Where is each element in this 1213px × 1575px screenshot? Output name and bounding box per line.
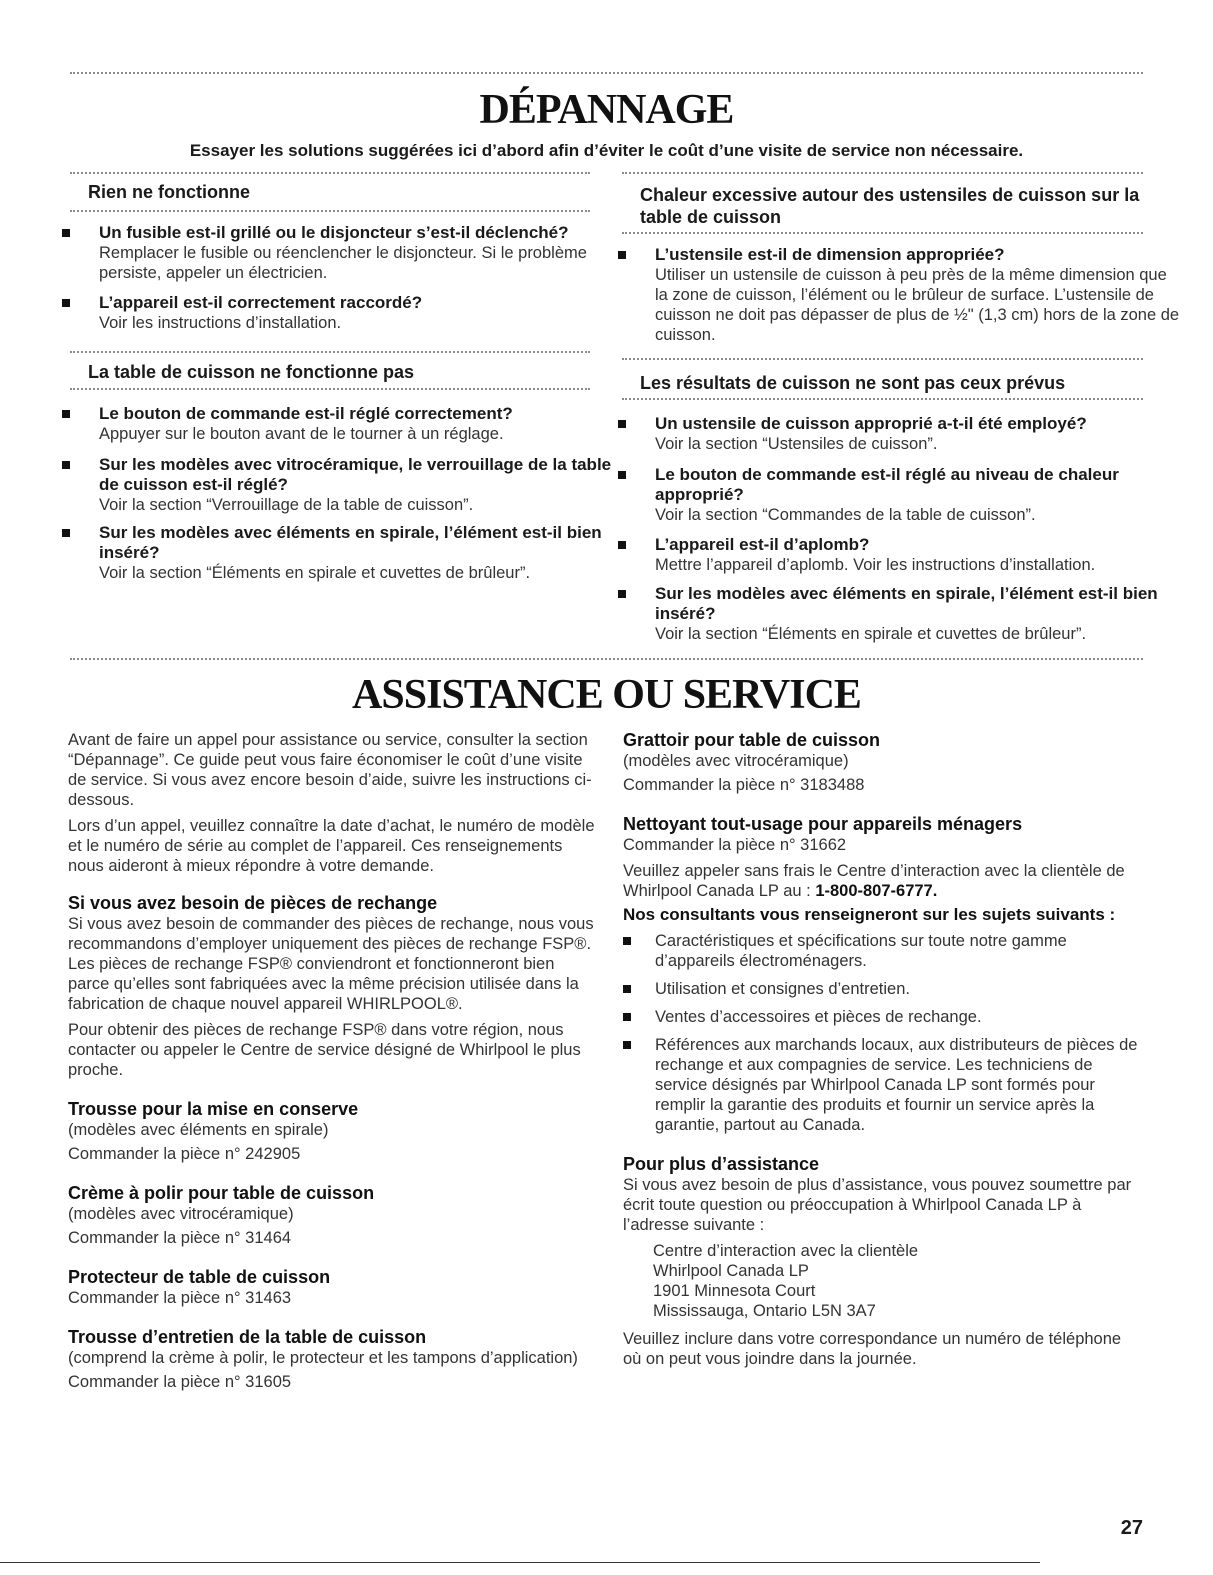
product-name: Grattoir pour table de cuisson: [623, 730, 881, 750]
product-order: Commander la pièce n° 31662: [623, 836, 847, 854]
mailing-address: [623, 1241, 1143, 1321]
paragraph: Lors d’un appel, veuillez connaître la date d’achat, le numéro de modèle et le numéro de série au complet de l’appareil. Ces renseignements nous aideront à mieux répondre à votre demande.: [68, 817, 595, 875]
troubleshoot-item: [62, 523, 629, 583]
product-order: Commander la pièce n° 3183488: [623, 776, 865, 794]
answer: Remplacer le fusible ou réenclencher le disjoncteur. Si le problème persiste, appeler un électricien.: [99, 244, 587, 282]
bullet-icon: [62, 299, 70, 307]
section-heading: Rien ne fonctionne: [88, 182, 250, 202]
product-name: Nettoyant tout-usage pour appareils ménagers: [623, 814, 1023, 834]
address-line: Whirlpool Canada LP: [653, 1262, 809, 1280]
section-heading: Chaleur excessive autour des ustensiles de cuisson sur la table de cuisson: [640, 185, 1140, 227]
product-order: Commander la pièce n° 242905: [68, 1145, 301, 1163]
product-name: Trousse d’entretien de la table de cuisson: [68, 1327, 427, 1347]
page-title: DÉPANNAGE: [479, 87, 734, 133]
bottom-border: [0, 1562, 1040, 1563]
answer: Mettre l’appareil d’aplomb. Voir les instructions d’installation.: [655, 556, 1096, 574]
consult-text: Utilisation et consignes d’entretien.: [655, 980, 910, 998]
product-entry: [68, 1182, 598, 1248]
product-name: Trousse pour la mise en conserve: [68, 1099, 359, 1119]
product-entry: [68, 1098, 598, 1164]
section-divider: [70, 172, 590, 174]
consult-item: [623, 979, 1143, 999]
product-note: (modèles avec éléments en spirale): [68, 1121, 329, 1139]
question: L’appareil est-il correctement raccordé?: [99, 293, 423, 312]
troubleshoot-item: [618, 535, 1180, 575]
address-line: 1901 Minnesota Court: [653, 1282, 816, 1300]
page-number: 27: [1120, 1517, 1143, 1539]
product-note: (modèles avec vitrocéramique): [623, 752, 849, 770]
troubleshoot-item: [62, 223, 629, 283]
product-note: (modèles avec vitrocéramique): [68, 1205, 294, 1223]
phone-number: 1-800-807-6777.: [815, 882, 938, 900]
closing-paragraph: Veuillez inclure dans votre correspondance un numéro de téléphone où on peut vous joindre dans la journée.: [623, 1330, 1122, 1368]
troubleshoot-item: [618, 414, 1180, 454]
product-entry: [623, 729, 1143, 795]
bullet-icon: [623, 937, 631, 945]
more-heading: Pour plus d’assistance: [623, 1154, 820, 1174]
consult-item: [623, 1007, 1143, 1027]
bullet-icon: [62, 229, 70, 237]
troubleshoot-item: [618, 465, 1180, 525]
troubleshoot-item: [618, 584, 1180, 644]
troubleshoot-item: [618, 245, 1180, 345]
section-heading: Les résultats de cuisson ne sont pas ceux prévus: [640, 373, 1066, 393]
section-divider: [622, 232, 1143, 234]
bullet-icon: [623, 1013, 631, 1021]
product-order: Commander la pièce n° 31464: [68, 1229, 292, 1247]
product-name: Protecteur de table de cuisson: [68, 1267, 331, 1287]
bullet-icon: [623, 1041, 631, 1049]
paragraph: Pour obtenir des pièces de rechange FSP® dans votre région, nous contacter ou appeler le Centre de service désigné de Whirlpool le plus proche.: [68, 1021, 581, 1079]
answer: Voir la section “Ustensiles de cuisson”.: [655, 435, 938, 453]
consult-text: Ventes d’accessoires et pièces de rechange.: [655, 1008, 982, 1026]
bullet-icon: [618, 420, 626, 428]
bullet-icon: [618, 251, 626, 259]
consult-text: Références aux marchands locaux, aux distributeurs de pièces de rechange et aux compagnies de service. Les techniciens de service désignés par Whirlpool Canada LP sont formés pour remplir la garantie des produits et fournir un service après la garantie, partout au Canada.: [655, 1036, 1138, 1134]
answer: Voir la section “Commandes de la table de cuisson”.: [655, 506, 1036, 524]
question: Le bouton de commande est-il réglé correctement?: [99, 404, 513, 423]
question: Sur les modèles avec éléments en spirale, l’élément est-il bien inséré?: [99, 523, 602, 562]
bullet-icon: [618, 590, 626, 598]
question: Le bouton de commande est-il réglé au niveau de chaleur approprié?: [655, 465, 1119, 504]
consult-item: [623, 1035, 1143, 1135]
address-line: Centre d’interaction avec la clientèle: [653, 1242, 919, 1260]
product-order: Commander la pièce n° 31605: [68, 1373, 292, 1391]
answer: Appuyer sur le bouton avant de le tourner à un réglage.: [99, 425, 504, 443]
top-divider: [70, 72, 1143, 74]
section-divider: [70, 658, 1143, 660]
answer: Voir les instructions d’installation.: [99, 314, 342, 332]
consult-item: [623, 931, 1143, 971]
troubleshoot-item: [62, 404, 629, 444]
paragraph: Si vous avez besoin de plus d’assistance, vous pouvez soumettre par écrit toute question ou préoccupation à Whirlpool Canada LP à l’adresse suivante :: [623, 1176, 1132, 1234]
troubleshoot-item: [62, 455, 629, 515]
bullet-icon: [62, 410, 70, 418]
consult-heading: Nos consultants vous renseigneront sur les sujets suivants :: [623, 905, 1116, 924]
address-line: Mississauga, Ontario L5N 3A7: [653, 1302, 876, 1320]
parts-heading: Si vous avez besoin de pièces de rechange: [68, 893, 438, 913]
section-divider: [70, 388, 590, 390]
intro-text: Essayer les solutions suggérées ici d’abord afin d’éviter le coût d’une visite de service non nécessaire.: [189, 141, 1024, 160]
paragraph: Avant de faire un appel pour assistance ou service, consulter la section “Dépannage”. Ce guide peut vous faire économiser le coût d’une visite de service. Si vous avez encore besoin d’aide, suivre les instructions ci-dessous.: [68, 731, 592, 809]
product-entry: [68, 1326, 598, 1392]
section-divider: [70, 351, 590, 353]
troubleshoot-item: [62, 293, 629, 333]
bullet-icon: [62, 461, 70, 469]
bullet-icon: [623, 985, 631, 993]
bullet-icon: [618, 541, 626, 549]
section-title: ASSISTANCE OU SERVICE: [352, 672, 861, 718]
paragraph: Si vous avez besoin de commander des pièces de rechange, nous vous recommandons d’employer uniquement des pièces de rechange FSP®. Les pièces de rechange FSP® conviendront et fonctionneront bien parce qu’elles sont fabriquées avec la même précision utilisée dans la fabrication de chaque nouvel appareil WHIRLPOOL®.: [68, 915, 594, 1013]
answer: Voir la section “Verrouillage de la table de cuisson”.: [99, 496, 474, 514]
bullet-icon: [62, 529, 70, 537]
question: Un ustensile de cuisson approprié a-t-il été employé?: [655, 414, 1087, 433]
question: L’ustensile est-il de dimension appropriée?: [655, 245, 1005, 264]
answer: Voir la section “Éléments en spirale et cuvettes de brûleur”.: [99, 564, 531, 582]
product-note: (comprend la crème à polir, le protecteur et les tampons d’application): [68, 1349, 578, 1367]
product-name: Crème à polir pour table de cuisson: [68, 1183, 375, 1203]
section-heading: La table de cuisson ne fonctionne pas: [88, 362, 415, 382]
assistance-left-column: [68, 730, 598, 1392]
consult-text: Caractéristiques et spécifications sur toute notre gamme d’appareils électroménagers.: [655, 932, 1067, 970]
call-paragraph: [623, 861, 1143, 901]
question: Sur les modèles avec vitrocéramique, le verrouillage de la table de cuisson est-il réglé?: [99, 455, 612, 494]
answer: Voir la section “Éléments en spirale et cuvettes de brûleur”.: [655, 625, 1087, 643]
product-entry: [68, 1266, 598, 1308]
bullet-icon: [618, 471, 626, 479]
product-order: Commander la pièce n° 31463: [68, 1289, 292, 1307]
section-divider: [622, 358, 1143, 360]
question: Sur les modèles avec éléments en spirale, l’élément est-il bien inséré?: [655, 584, 1158, 623]
section-divider: [70, 210, 590, 212]
assistance-right-column: [623, 729, 1143, 1369]
answer: Utiliser un ustensile de cuisson à peu près de la même dimension que la zone de cuisson, l’élément ou le brûleur de surface. L’ustensile de cuisson ne doit pas dépasser de plus de ½" (1,3 cm) hors de la zone de cuisson.: [655, 266, 1180, 344]
product-entry: [623, 813, 1143, 855]
section-divider: [622, 398, 1143, 400]
call-text: Veuillez appeler sans frais le Centre d’interaction avec la clientèle de Whirlpool Canada LP au :: [623, 862, 1125, 900]
question: Un fusible est-il grillé ou le disjoncteur s’est-il déclenché?: [99, 223, 569, 242]
section-divider: [622, 172, 1143, 174]
question: L’appareil est-il d’aplomb?: [655, 535, 870, 554]
